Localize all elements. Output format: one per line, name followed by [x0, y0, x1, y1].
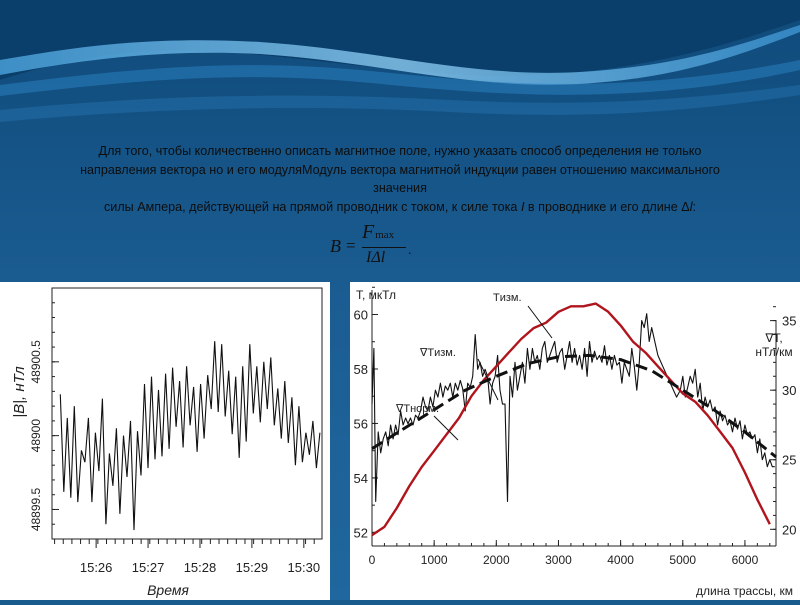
- formula-lhs: B: [330, 236, 341, 256]
- text-line-4-c: :: [692, 199, 696, 214]
- left-y-tick-label: 56: [353, 416, 368, 432]
- ampere-formula: [326, 221, 436, 273]
- text-line-4: [10, 198, 790, 217]
- survey-profile-chart-panel: [350, 282, 800, 600]
- left-y-tick-label: 52: [353, 525, 368, 541]
- formula-tail: .: [408, 243, 412, 258]
- fraction-bar: [362, 247, 406, 248]
- formula-numerator: [362, 221, 394, 244]
- text-line-4-a: силы Ампера, действующей на прямой проводник с током, к силе тока: [103, 199, 521, 214]
- x-axis-title: Время: [147, 582, 189, 598]
- magnetometer-chart-panel: [0, 282, 330, 600]
- label-leader-grad-meas: [478, 359, 498, 400]
- left-axis-title: T, мкТл: [356, 288, 396, 302]
- y-tick-label: 48900: [29, 418, 43, 453]
- formula-equals: =: [346, 236, 356, 255]
- right-axis-title-line1: ∇T,: [765, 331, 783, 345]
- right-axis-title-line2: нТл/км: [755, 345, 793, 359]
- text-line-1: Для того, чтобы количественно описать магнитное поле, нужно указать способ определения не только: [98, 144, 702, 158]
- right-y-tick-label: 30: [782, 383, 797, 399]
- x-tick-label: 15:29: [235, 560, 269, 575]
- text-line-2: направления вектора но и его модуляМодуль вектора магнитной индукции равен отношению максимального: [80, 162, 720, 177]
- text-line-3: значения: [373, 181, 427, 195]
- y-tick-label: 48900.5: [29, 340, 43, 384]
- magnetic-field-series-line: [60, 341, 320, 530]
- left-y-tick-label: 60: [353, 307, 368, 323]
- x-axis-title: длина трассы, км: [696, 584, 793, 598]
- x-tick-label: 15:30: [287, 560, 321, 575]
- length-symbol: l: [689, 199, 693, 214]
- x-tick-label: 15:26: [79, 560, 113, 575]
- x-tick-label: 2000: [482, 553, 510, 567]
- formula-denominator: IΔl: [366, 249, 386, 266]
- label-t-meas: Tизм.: [493, 292, 522, 304]
- magnetometer-time-series-chart: [0, 282, 330, 600]
- right-y-tick-label: 20: [782, 522, 797, 538]
- x-tick-label: 15:27: [131, 560, 165, 575]
- plot-frame: [52, 288, 322, 539]
- x-tick-label: 1000: [420, 553, 448, 567]
- x-tick-label: 6000: [731, 553, 759, 567]
- magnetic-survey-profile-chart: [350, 282, 800, 600]
- current-symbol: I: [520, 199, 525, 214]
- x-tick-label: 5000: [669, 553, 697, 567]
- right-y-tick-label: 25: [782, 452, 797, 468]
- x-tick-label: 3000: [545, 553, 572, 567]
- label-grad-meas: ∇Tизм.: [420, 347, 456, 359]
- label-grad-norm: ∇Tнорм.: [396, 403, 440, 415]
- y-tick-label: 48899.5: [29, 487, 43, 532]
- text-line-4-b: в проводнике и его длине Δ: [524, 199, 690, 214]
- right-y-tick-label: 35: [782, 313, 797, 329]
- y-axis-title: |B|, нТл: [11, 366, 28, 418]
- slide-body-text: [10, 142, 790, 216]
- formula-numerator-sub: max: [375, 229, 395, 241]
- x-tick-label: 4000: [607, 553, 634, 567]
- left-y-tick-label: 58: [353, 361, 368, 377]
- measured-field-series-line: [372, 304, 770, 535]
- x-tick-label: 0: [368, 553, 376, 567]
- formula-numerator-symbol: F: [362, 221, 375, 243]
- left-y-tick-label: 54: [353, 470, 368, 486]
- x-tick-label: 15:28: [183, 560, 217, 575]
